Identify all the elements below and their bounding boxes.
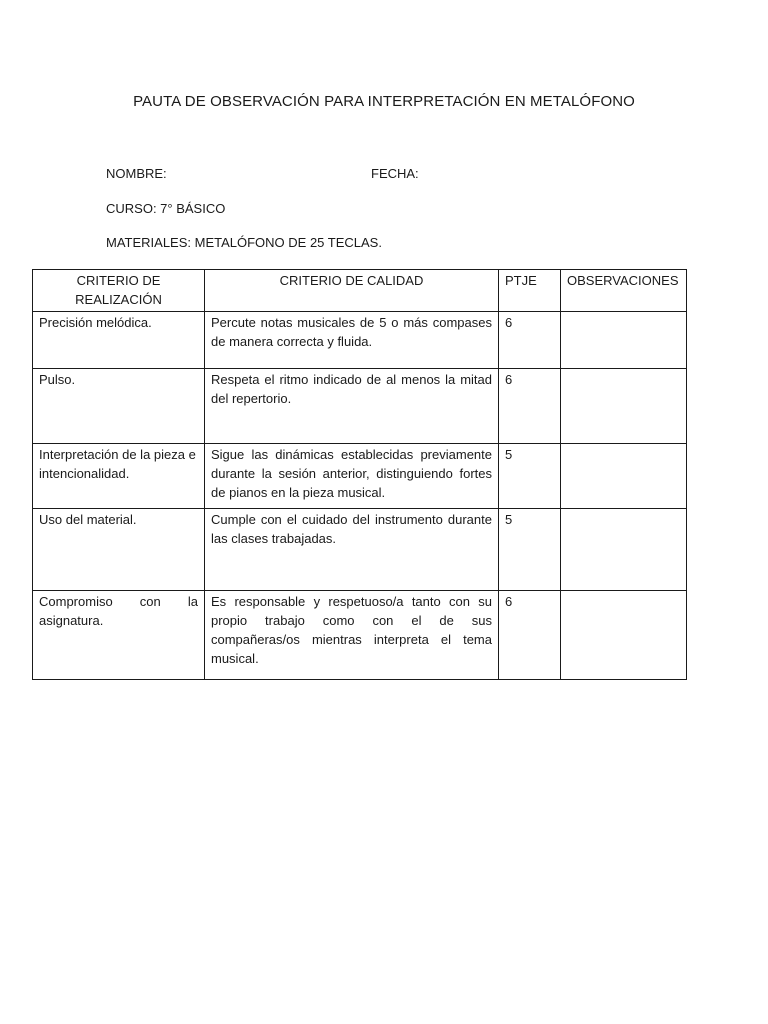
curso-label: CURSO: 7° BÁSICO	[106, 201, 226, 216]
cell-ptje: 6	[499, 369, 561, 444]
nombre-label: NOMBRE:	[106, 166, 167, 181]
cell-ptje: 5	[499, 444, 561, 509]
observation-table	[32, 269, 687, 680]
fecha-label: FECHA:	[371, 166, 419, 181]
cell-criterio: Compromiso con la asignatura.	[33, 591, 205, 680]
cell-observaciones[interactable]	[561, 312, 687, 369]
cell-observaciones[interactable]	[561, 444, 687, 509]
cell-calidad: Respeta el ritmo indicado de al menos la mitad del repertorio.	[205, 369, 499, 444]
cell-ptje: 6	[499, 312, 561, 369]
cell-criterio: Precisión melódica.	[33, 312, 205, 369]
cell-criterio: Uso del material.	[33, 509, 205, 591]
table-header-row	[33, 270, 687, 312]
header-ptje: PTJE	[499, 270, 561, 312]
header-criterio-realizacion: CRITERIO DE REALIZACIÓN	[33, 270, 205, 312]
table-row	[33, 509, 687, 591]
cell-calidad: Sigue las dinámicas establecidas previamente durante la sesión anterior, distinguiendo fortes de pianos en la pieza musical.	[205, 444, 499, 509]
cell-observaciones[interactable]	[561, 591, 687, 680]
table-row	[33, 369, 687, 444]
cell-calidad: Es responsable y respetuoso/a tanto con su propio trabajo como con el de sus compañeras/os mientras interpreta el tema musical.	[205, 591, 499, 680]
table-row	[33, 444, 687, 509]
cell-ptje: 5	[499, 509, 561, 591]
cell-ptje: 6	[499, 591, 561, 680]
cell-criterio: Pulso.	[33, 369, 205, 444]
cell-observaciones[interactable]	[561, 369, 687, 444]
header-observaciones: OBSERVACIONES	[561, 270, 687, 312]
cell-calidad: Cumple con el cuidado del instrumento durante las clases trabajadas.	[205, 509, 499, 591]
header-criterio-calidad: CRITERIO DE CALIDAD	[205, 270, 499, 312]
table-row	[33, 591, 687, 680]
cell-criterio: Interpretación de la pieza e intencionalidad.	[33, 444, 205, 509]
document-title: PAUTA DE OBSERVACIÓN PARA INTERPRETACIÓN EN METALÓFONO	[133, 93, 635, 110]
cell-observaciones[interactable]	[561, 509, 687, 591]
cell-calidad: Percute notas musicales de 5 o más compases de manera correcta y fluida.	[205, 312, 499, 369]
table-row	[33, 312, 687, 369]
materiales-label: MATERIALES: METALÓFONO DE 25 TECLAS.	[106, 235, 382, 250]
